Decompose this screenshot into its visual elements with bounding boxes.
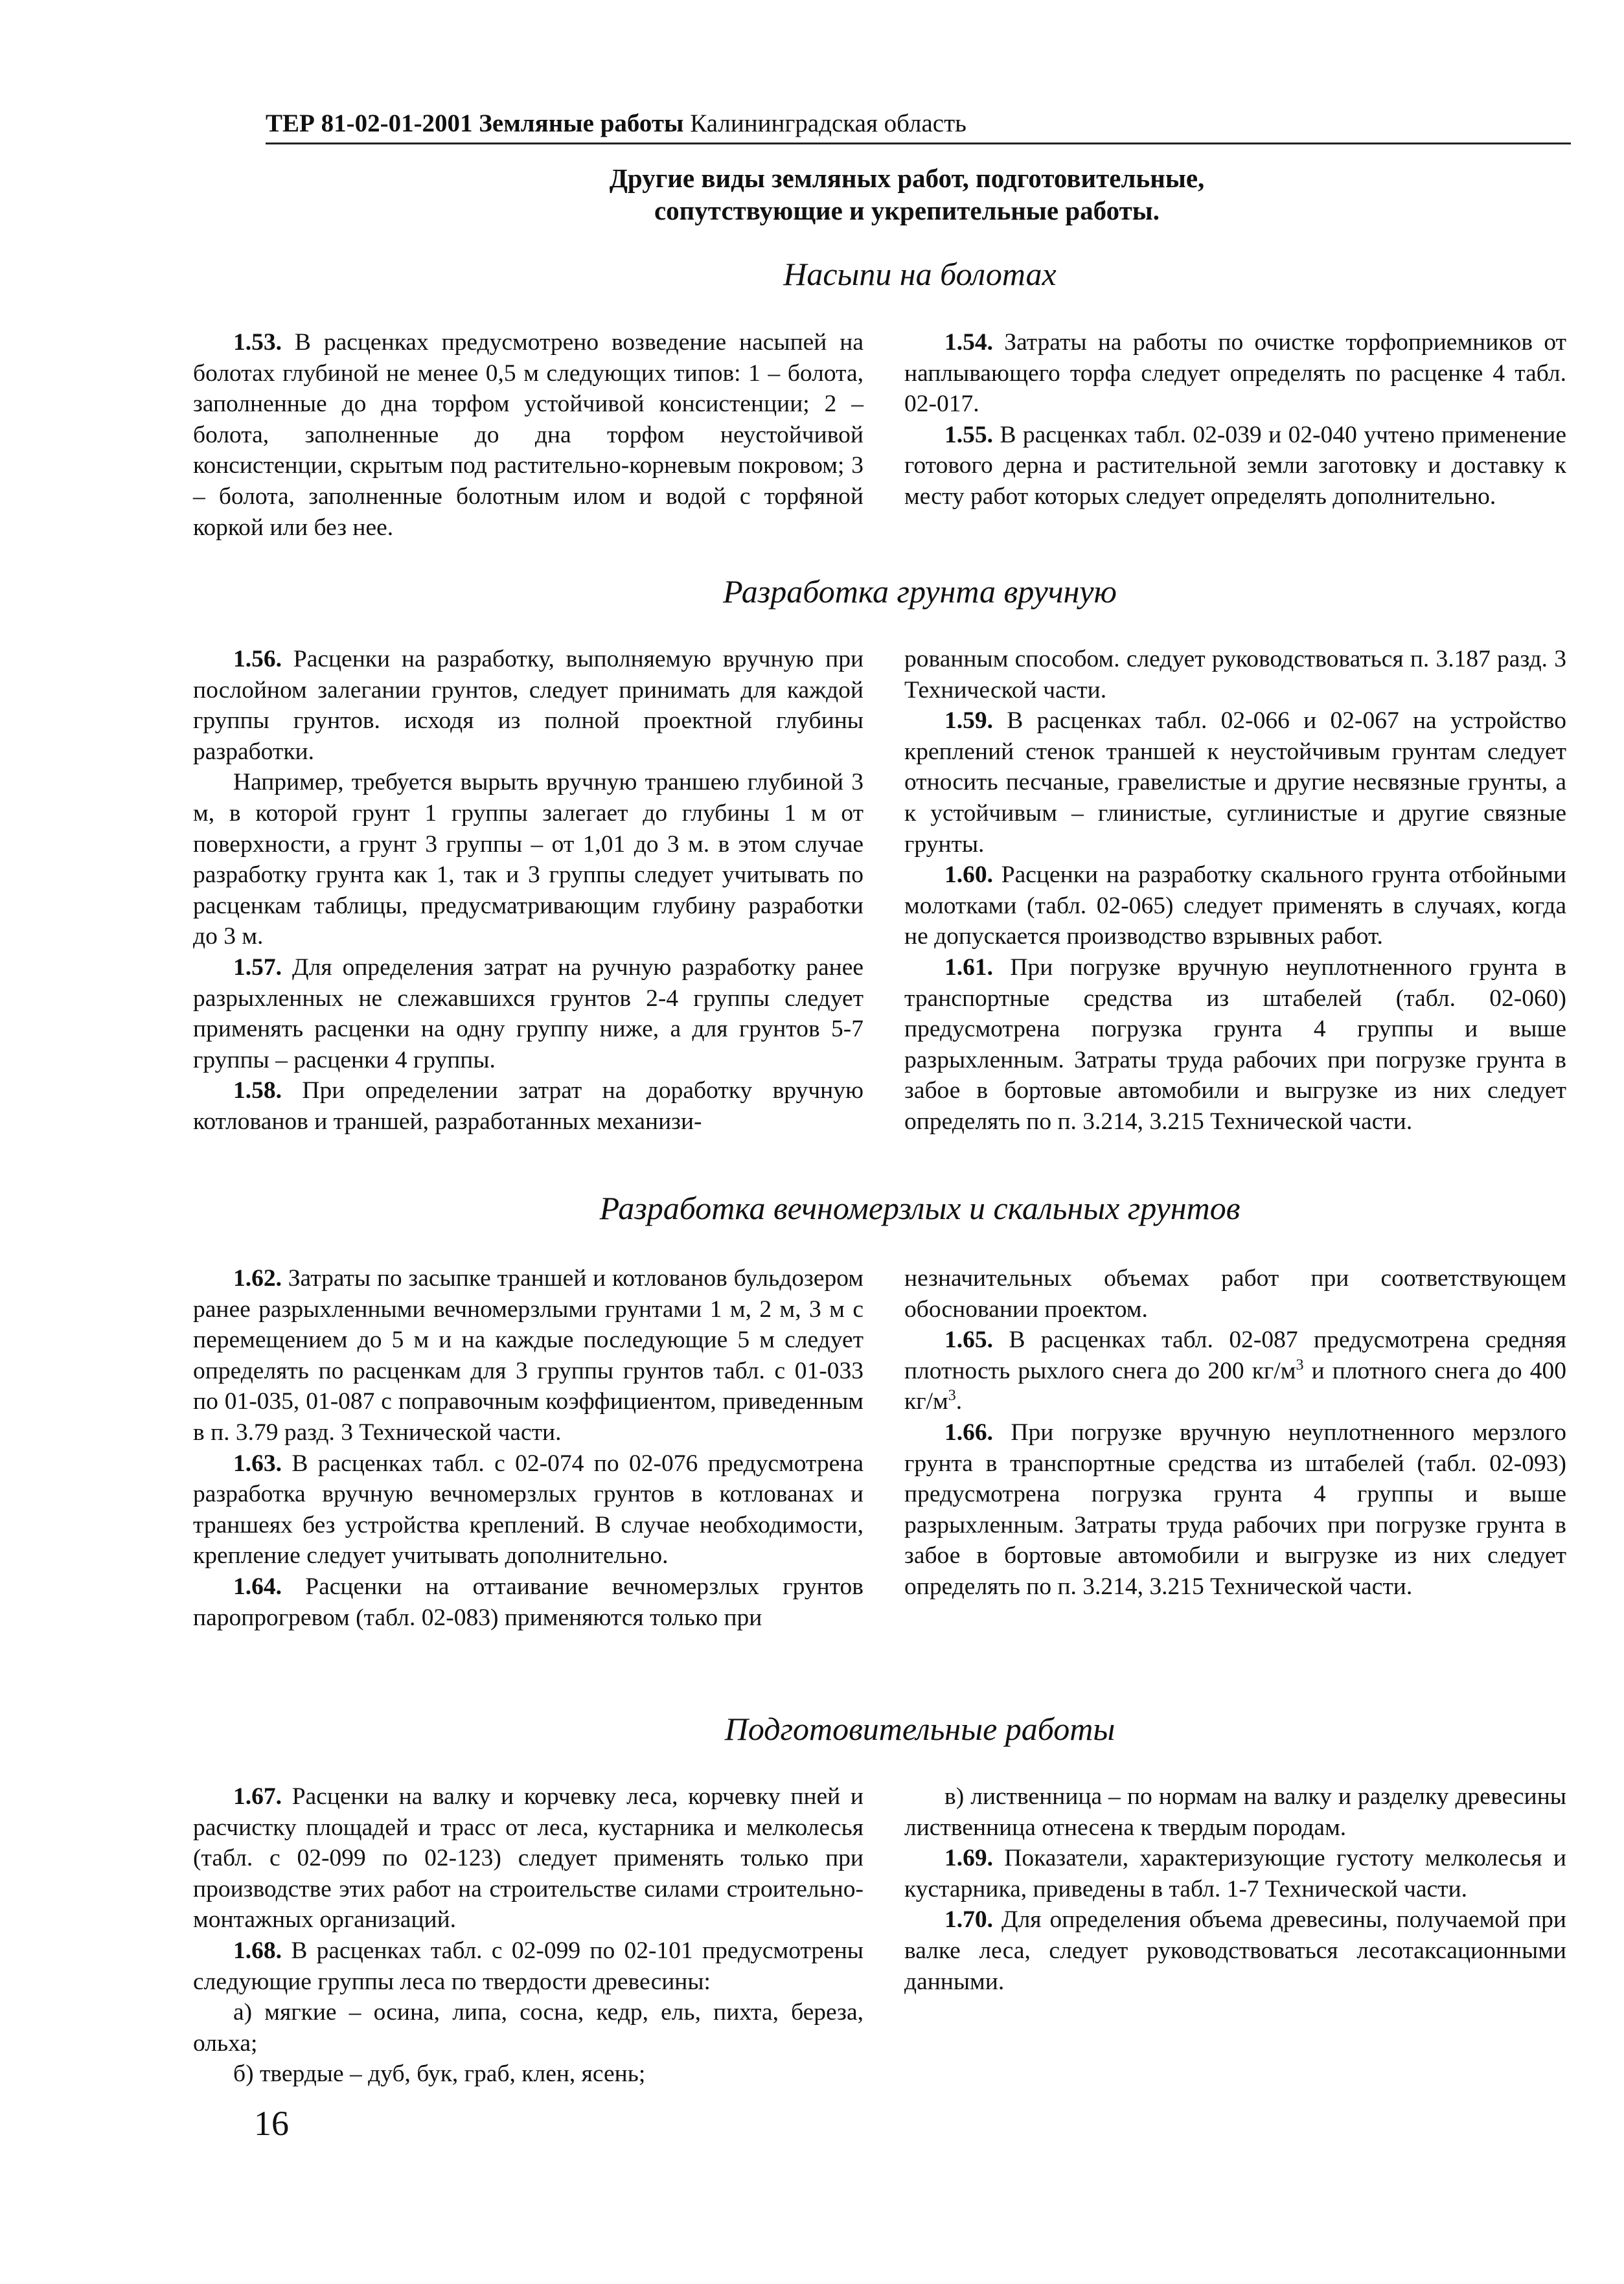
paragraph-number: 1.69. [944, 1845, 993, 1872]
paragraph-text: Для определения затрат на ручную разработку ранее разрыхленных не слежавшихся грунтов 2-4 группы следует применять расценки на одну группу ниже, а для грунтов 5-7 группы – расценки 4 группы. [193, 954, 863, 1073]
paragraph [193, 1936, 863, 1997]
paragraph [193, 952, 863, 1075]
paragraph-text: Показатели, характеризующие густоту мелколесья и кустарника, приведены в табл. 1-7 Технической части. [904, 1845, 1567, 1902]
paragraph [193, 1781, 863, 1936]
paragraph [193, 327, 863, 543]
paragraph [193, 644, 863, 767]
section-permafrost-left-column [193, 1263, 863, 1633]
paragraph-text: В расценках табл. 02-066 и 02-067 на устройство креплений стенок траншей к неустойчивым грунтам следует относить песчаные, гравелистые и другие несвязные грунты, а к устойчивым – глинистые, суглинистые и другие связные грунты. [904, 707, 1566, 858]
section-preparatory-right-column [904, 1781, 1566, 1997]
section-embankments-right-column [904, 327, 1566, 512]
paragraph [904, 420, 1566, 512]
paragraph [904, 1843, 1566, 1904]
section-manual-right-column [904, 644, 1566, 1137]
list-item [193, 2059, 863, 2090]
list-item [193, 1997, 863, 2059]
paragraph [193, 767, 863, 952]
paragraph-text: При определении затрат на доработку вручную котлованов и траншей, разработанных механизи- [193, 1077, 863, 1135]
paragraph-number: 1.58. [233, 1077, 282, 1104]
paragraph-text: Для определения объема древесины, получаемой при валке леса, следует руководствоваться лесотаксационными данными. [904, 1906, 1566, 1995]
paragraph-text: Расценки на разработку, выполняемую вручную при послойном залегании грунтов, следует принимать для каждой группы грунтов. исходя из полной проектной глубины разработки. [193, 646, 864, 765]
paragraph-number: 1.62. [233, 1265, 282, 1292]
section-heading-embankments: Насыпи на болотах [783, 256, 1057, 292]
paragraph-number: 1.56. [233, 646, 282, 672]
paragraph [904, 705, 1566, 860]
superscript: 3 [1296, 1356, 1304, 1374]
paragraph-text: Расценки на разработку скального грунта отбойными молотками (табл. 02-065) следует применять в случаях, когда не допускается производство взрывных работ. [904, 862, 1566, 950]
paragraph-text: и плотного снега до 400 кг/м [904, 1357, 1566, 1415]
paragraph-number: 1.68. [233, 1937, 282, 1964]
page-header [266, 109, 1571, 144]
paragraph [193, 1263, 863, 1448]
paragraph-number: 1.59. [944, 707, 993, 735]
paragraph [193, 1571, 863, 1633]
paragraph-text: В расценках табл. с 02-099 по 02-101 предусмотрены следующие группы леса по твердости древесины: [193, 1937, 864, 1995]
paragraph-text: . [955, 1388, 963, 1415]
paragraph [904, 1904, 1566, 1997]
paragraph-text: Затраты на работы по очистке торфоприемников от наплывающего торфа следует определять по расценке 4 табл. 02-017. [904, 329, 1566, 418]
document-code: ТЕР 81-02-01-2001 Земляные работы [266, 109, 684, 137]
paragraph-text: б) твердые – дуб, бук, граб, клен, ясень; [233, 2061, 646, 2088]
paragraph-text: рованным способом. следует руководствоваться п. 3.187 разд. 3 Технической части. [904, 646, 1566, 703]
paragraph [904, 1417, 1566, 1603]
paragraph [193, 1448, 863, 1571]
section-permafrost-right-column [904, 1263, 1566, 1603]
paragraph-text: В расценках табл. 02-087 предусмотрена средняя плотность рыхлого снега до 200 кг/м [904, 1327, 1566, 1384]
paragraph-number: 1.60. [944, 862, 993, 889]
paragraph-text: в) лиственница – по нормам на валку и разделку древесины лиственница отнесена к твердым породам. [904, 1783, 1566, 1841]
paragraph-text: Расценки на валку и корчевку леса, корчевку пней и расчистку площадей и трасс от леса, кустарника и мелколесья (табл. с 02-099 по 02-123) следует применять только при производстве этих работ на строительстве силами строительно-монтажных организаций. [193, 1783, 863, 1934]
page-number: 16 [254, 2104, 289, 2143]
paragraph-text: В расценках табл. 02-039 и 02-040 учтено применение готового дерна и растительной земли заготовку и доставку к месту работ которых следует определять дополнительно. [904, 421, 1566, 510]
superscript: 3 [948, 1387, 956, 1404]
paragraph [193, 1075, 863, 1137]
paragraph [904, 1325, 1566, 1417]
paragraph-number: 1.57. [233, 954, 282, 981]
paragraph-text: а) мягкие – осина, липа, сосна, кедр, ель, пихта, береза, ольха; [193, 1999, 863, 2057]
list-item [904, 1781, 1566, 1843]
paragraph-text: При погрузке вручную неуплотненного мерзлого грунта в транспортные средства из штабелей (табл. 02-093) предусмотрена погрузка грунта 4 группы и выше разрыхленным. Затраты труда рабочих при погрузке грунта в забое в бортовые автомобили и выгрузке из них следует определять по п. 3.214, 3.215 Технической части. [904, 1419, 1566, 1600]
section-manual-left-column [193, 644, 863, 1137]
title-line-2: сопутствующие и укрепительные работы. [654, 196, 1160, 225]
paragraph-number: 1.66. [944, 1419, 993, 1446]
paragraph-number: 1.55. [944, 421, 993, 448]
paragraph-number: 1.53. [233, 329, 282, 356]
paragraph-text: В расценках предусмотрено возведение насыпей на болотах глубиной не менее 0,5 м следующих типов: 1 – болота, заполненные до дна торфом устойчивой консистенции; 2 – болота, заполненные до дна торфом неустойчивой консистенции, скрытым под растительно-корневым покровом; 3 – болота, заполненные болотным илом и водой с торфяной коркой или без нее. [193, 329, 863, 541]
paragraph-number: 1.65. [944, 1327, 993, 1354]
section-heading-preparatory-works: Подготовительные работы [724, 1711, 1115, 1747]
paragraph-text: незначительных объемах работ при соответствующем обосновании проектом. [904, 1265, 1566, 1323]
title-line-1: Другие виды земляных работ, подготовительные, [609, 163, 1205, 193]
section-preparatory-left-column [193, 1781, 863, 2090]
paragraph-continuation [904, 644, 1566, 705]
paragraph-text: Расценки на оттаивание вечномерзлых грунтов паропрогревом (табл. 02-083) применяются только при [193, 1573, 863, 1631]
document-title [337, 162, 1477, 227]
paragraph-number: 1.67. [233, 1783, 282, 1810]
section-heading-permafrost: Разработка вечномерзлых и скальных грунтов [599, 1190, 1241, 1226]
paragraph [904, 952, 1566, 1137]
paragraph-number: 1.70. [944, 1906, 993, 1934]
paragraph [904, 327, 1566, 420]
paragraph-number: 1.54. [944, 329, 993, 356]
section-heading-manual-excavation: Разработка грунта вручную [723, 573, 1117, 610]
paragraph-text: Например, требуется вырыть вручную траншею глубиной 3 м, в которой грунт 1 группы залегает до глубины 1 м от поверхности, а грунт 3 группы – от 1,01 до 3 м. в этом случае разработку грунта как 1, так и 3 группы следует учитывать по расценкам таблицы, предусматривающим глубину разработки до 3 м. [193, 769, 863, 950]
paragraph-number: 1.63. [233, 1450, 282, 1477]
region-label: Калининградская область [690, 109, 966, 137]
paragraph-text: Затраты по засыпке траншей и котлованов бульдозером ранее разрыхленными вечномерзлыми грунтами 1 м, 2 м, 3 м с перемещением до 5 м и на каждые последующие 5 м следует определять по расценкам для 3 группы грунтов табл. с 01-033 по 01-035, 01-087 с поправочным коэффициентом, приведенным в п. 3.79 разд. 3 Технической части. [193, 1265, 863, 1446]
paragraph [904, 860, 1566, 952]
paragraph-text: При погрузке вручную неуплотненного грунта в транспортные средства из штабелей (табл. 02-060) предусмотрена погрузка грунта 4 группы и выше разрыхленным. Затраты труда рабочих при погрузке грунта в забое в бортовые автомобили и выгрузке из них следует определять по п. 3.214, 3.215 Технической части. [904, 954, 1566, 1135]
paragraph-continuation [904, 1263, 1566, 1325]
paragraph-number: 1.64. [233, 1573, 282, 1600]
paragraph-number: 1.61. [944, 954, 993, 981]
paragraph-text: В расценках табл. с 02-074 по 02-076 предусмотрена разработка вручную вечномерзлых грунтов в котлованах и траншеях без устройства креплений. В случае необходимости, крепление следует учитывать дополнительно. [193, 1450, 864, 1570]
section-embankments-left-column [193, 327, 863, 543]
